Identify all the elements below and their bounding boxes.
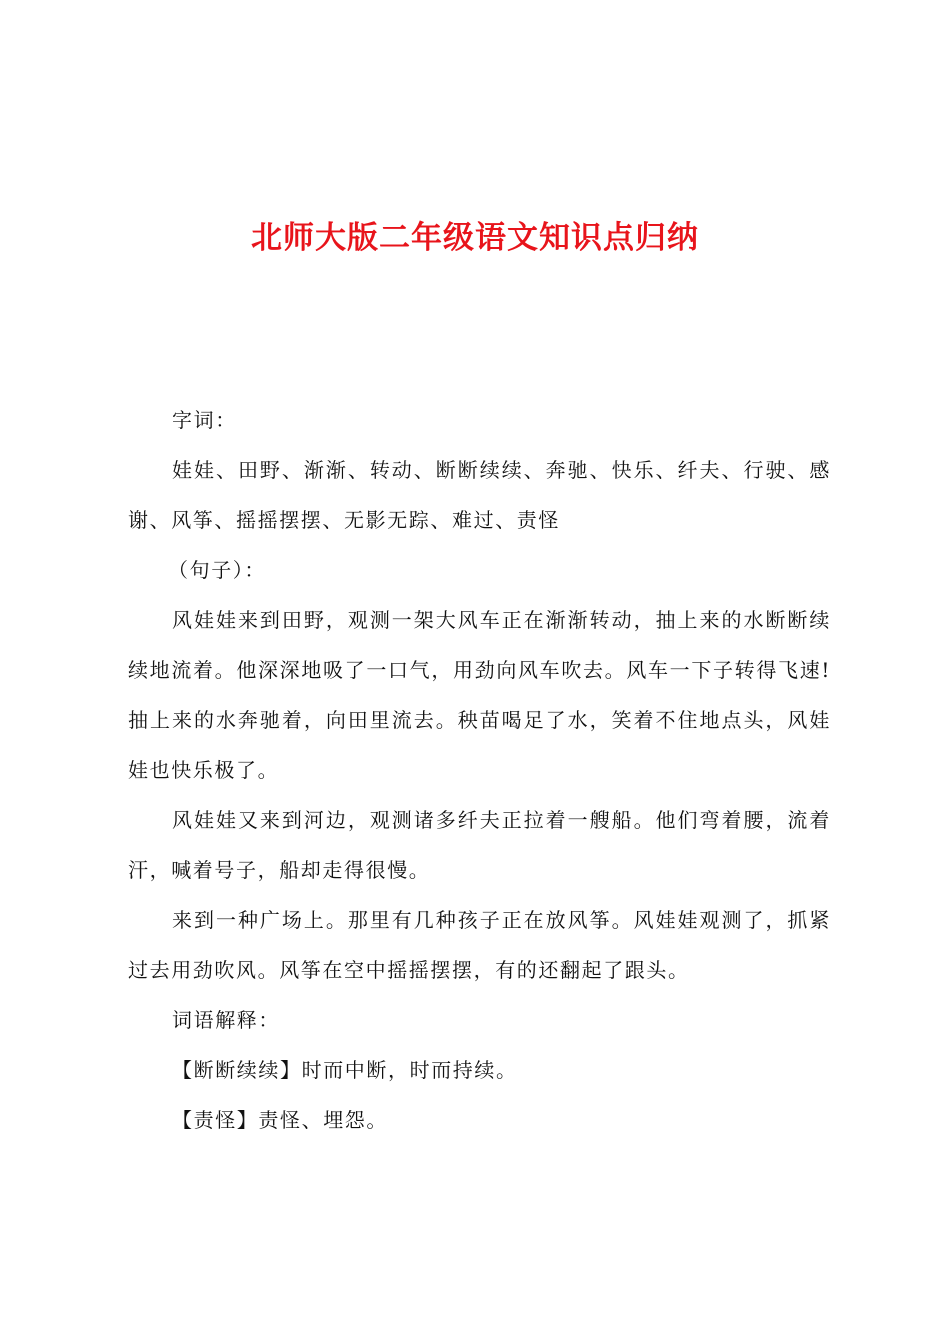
section-heading-words: 字词： bbox=[172, 408, 237, 432]
document-body bbox=[128, 395, 831, 1145]
definition-item: 【断断续续】时而中断，时而持续。 bbox=[172, 1058, 518, 1082]
section-heading-sentences: （句子）： bbox=[168, 558, 266, 582]
word-list-paragraph: 娃娃、田野、渐渐、转动、断断续续、奔驰、快乐、纤夫、行驶、感谢、风筝、摇摇摆摆、无影无踪、难过、责怪 bbox=[128, 458, 831, 532]
section-heading-definitions: 词语解释： bbox=[172, 1008, 280, 1032]
story-paragraph-field: 风娃娃来到田野，观测一架大风车正在渐渐转动，抽上来的水断断续续地流着。他深深地吸了一口气，用劲向风车吹去。风车一下子转得飞速!抽上来的水奔驰着，向田里流去。秧苗喝足了水，笑着不住地点头，风娃娃也快乐极了。 bbox=[128, 608, 831, 782]
definition-item: 【责怪】责怪、埋怨。 bbox=[172, 1108, 388, 1132]
story-paragraph-square: 来到一种广场上。那里有几种孩子正在放风筝。风娃娃观测了，抓紧过去用劲吹风。风筝在空中摇摇摆摆，有的还翻起了跟头。 bbox=[128, 908, 831, 982]
document-title: 北师大版二年级语文知识点归纳 bbox=[251, 220, 699, 256]
story-paragraph-river: 风娃娃又来到河边，观测诸多纤夫正拉着一艘船。他们弯着腰，流着汗，喊着号子，船却走得很慢。 bbox=[128, 808, 831, 882]
